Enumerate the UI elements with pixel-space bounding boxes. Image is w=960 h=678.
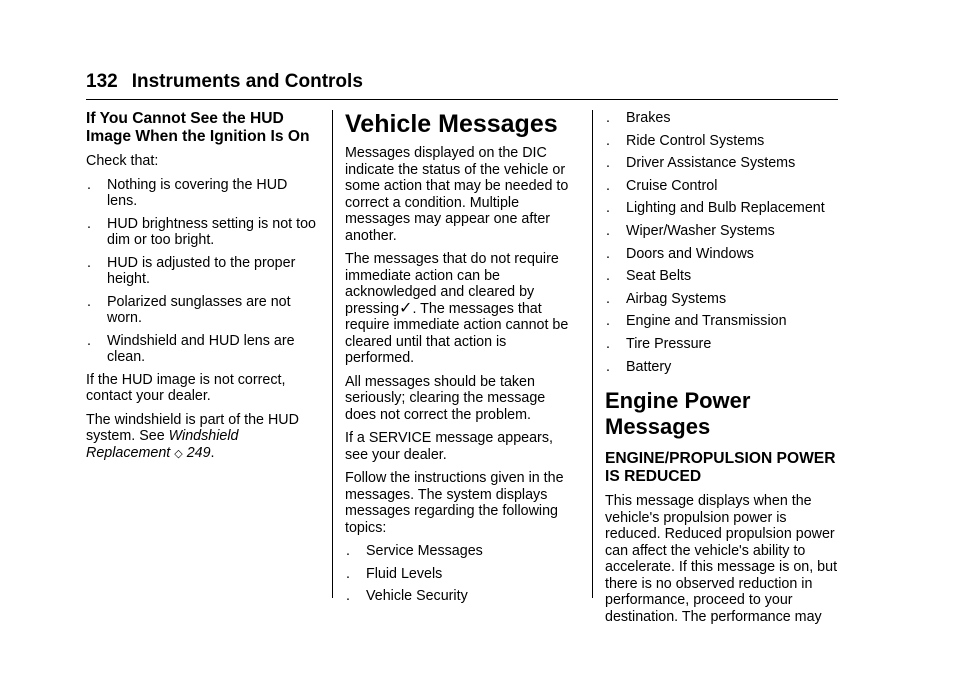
bullet: . — [606, 358, 610, 375]
topics-list — [345, 543, 579, 605]
page-header — [86, 70, 363, 94]
windshield-replacement-link[interactable]: Windshield Replacement — [86, 428, 239, 461]
topics-list-continued — [605, 110, 845, 375]
bullet: . — [606, 268, 610, 285]
bullet: . — [606, 110, 610, 126]
hud-heading: If You Cannot See the HUD Image When the Ignition Is On — [86, 110, 310, 145]
engine-power-heading: Engine Power Messages — [605, 388, 751, 440]
list-item: . Ride Control Systems — [606, 132, 765, 149]
list-item: . Polarized sunglasses are not worn. — [87, 293, 291, 327]
bullet: . — [87, 215, 91, 232]
column-2 — [345, 110, 579, 611]
bullet: . — [606, 290, 610, 307]
list-item: . Driver Assistance Systems — [606, 155, 796, 172]
bullet: . — [606, 245, 610, 262]
column-divider-1 — [332, 110, 333, 598]
column-1 — [86, 110, 318, 469]
bullet: . — [87, 254, 91, 271]
page-number: 132 — [86, 71, 118, 92]
column-divider-2 — [592, 110, 593, 598]
bullet: . — [606, 313, 610, 330]
bullet: . — [87, 293, 91, 310]
vm-para-5: Follow the instructions given in the messages. The system displays messages regarding the following topics: — [345, 470, 564, 536]
list-item: . Service Messages — [346, 543, 483, 559]
list-item: . Airbag Systems — [606, 290, 727, 307]
header-rule — [86, 99, 838, 100]
list-item: . Wiper/Washer Systems — [606, 222, 775, 239]
page-ref-number[interactable]: 249 — [186, 444, 211, 461]
bullet: . — [346, 565, 350, 582]
bullet: . — [346, 543, 350, 559]
bullet: . — [606, 335, 610, 352]
vehicle-messages-heading: Vehicle Messages — [345, 110, 558, 138]
check-intro: Check that: — [86, 153, 159, 169]
list-item: . Engine and Transmission — [606, 313, 787, 330]
list-item: . Doors and Windows — [606, 245, 754, 262]
list-item: . Nothing is covering the HUD lens. — [87, 176, 288, 209]
page-ref-arrow-icon: ◇ — [174, 447, 183, 460]
bullet: . — [606, 200, 610, 217]
vm-para-2: The messages that do not require immediate action can be acknowledged and cleared by pressing✓. The messages that require immediate action cannot be cleared until that action is performed. — [345, 251, 569, 366]
hud-check-list — [86, 177, 318, 366]
list-item: . Seat Belts — [606, 268, 692, 285]
windshield-para: The windshield is part of the HUD system. See Windshield Replacement ◇ 249. — [86, 411, 299, 461]
propulsion-para: This message displays when the vehicle's propulsion power is reduced. Reduced propulsion power can affect the vehicle's ability to accelerate. If this message is on, but there is no observed reduction in performance, proceed to your destination. The performance may — [605, 493, 838, 625]
list-item: . Lighting and Bulb Replacement — [606, 200, 825, 217]
list-item: . Battery — [606, 358, 672, 375]
list-item: . Brakes — [606, 110, 671, 126]
list-item: . Cruise Control — [606, 177, 718, 194]
bullet: . — [606, 222, 610, 239]
hud-dealer-para: If the HUD image is not correct, contact your dealer. — [86, 371, 286, 405]
list-item: . Windshield and HUD lens are clean. — [87, 332, 295, 366]
column-3 — [605, 110, 845, 632]
vm-para-4: If a SERVICE message appears, see your dealer. — [345, 430, 553, 463]
bullet: . — [606, 132, 610, 149]
list-item: . Vehicle Security — [346, 588, 468, 605]
list-item: . Tire Pressure — [606, 335, 712, 352]
list-item: . HUD brightness setting is not too dim or too bright. — [87, 215, 316, 249]
bullet: . — [87, 176, 91, 193]
vm-para-3: All messages should be taken seriously; clearing the message does not correct the problem. — [345, 373, 546, 423]
propulsion-subheading: ENGINE/PROPULSION POWER IS REDUCED — [605, 450, 836, 486]
vm-para-1: Messages displayed on the DIC indicate the status of the vehicle or some action that may be needed to correct a condition. Multiple messages may appear one after another. — [345, 145, 569, 244]
list-item: . Fluid Levels — [346, 565, 443, 582]
bullet: . — [606, 155, 610, 172]
list-item: . HUD is adjusted to the proper height. — [87, 254, 296, 288]
bullet: . — [87, 332, 91, 349]
checkmark-icon: ✓ — [399, 299, 413, 317]
section-title: Instruments and Controls — [131, 71, 363, 92]
bullet: . — [346, 588, 350, 605]
bullet: . — [606, 177, 610, 194]
